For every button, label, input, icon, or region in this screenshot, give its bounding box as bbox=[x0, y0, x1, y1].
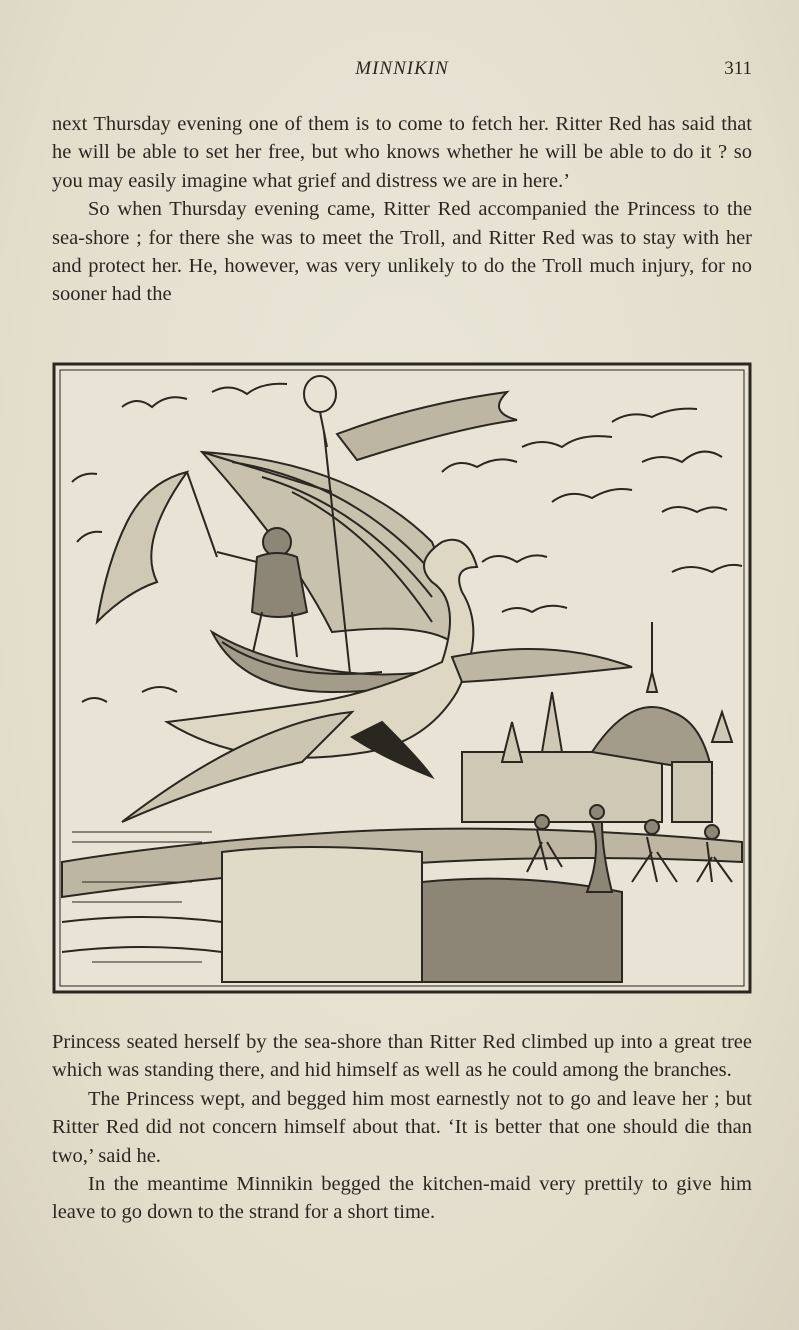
text-block-bottom bbox=[52, 1028, 752, 1227]
running-head bbox=[52, 58, 752, 86]
engraving bbox=[52, 362, 752, 994]
paragraph: So when Thursday evening came, Ritter Red accompanied the Princess to the sea-shore ; for there she was to meet the Troll, and Ritter Red was to stay with her and protect her. He, however, was very unlikely to do the Troll much injury, for no sooner had the bbox=[52, 198, 752, 306]
paragraph: In the meantime Minnikin begged the kitchen-maid very prettily to give him leave to go down to the strand for a short time. bbox=[52, 1173, 752, 1224]
paragraph: next Thursday evening one of them is to come to fetch her. Ritter Red has said that he will be able to set her free, but who knows whether he will be able to do it ? so you may easily imagine what grief and distress we are in here.’ bbox=[52, 113, 752, 192]
illustration-swan-ship bbox=[52, 362, 752, 994]
text-block-top bbox=[52, 110, 752, 309]
paragraph: The Princess wept, and begged him most earnestly not to go and leave her ; but Ritter Red did not concern himself about that. ‘It is better that one should die than two,’ said he. bbox=[52, 1087, 752, 1167]
page-number: 311 bbox=[724, 58, 752, 79]
running-title: MINNIKIN bbox=[355, 58, 449, 79]
paragraph: Princess seated herself by the sea-shore than Ritter Red climbed up into a great tree which was standing there, and hid himself as well as he could among the branches. bbox=[52, 1031, 752, 1082]
